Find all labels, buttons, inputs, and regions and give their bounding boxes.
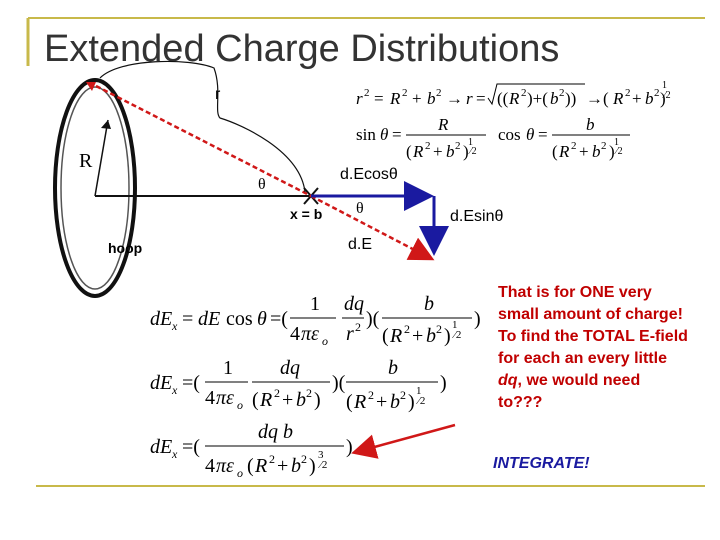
svg-text:(: ( [552,142,558,161]
svg-text:)+(: )+( [527,89,548,108]
label-theta-mid: θ [356,200,364,217]
svg-text:1: 1 [614,137,619,148]
note-text-after: , we would need to??? [498,372,641,411]
svg-text:+: + [376,391,388,413]
svg-text:2: 2 [274,386,280,400]
svg-text:): ) [474,308,481,330]
label-dEsin: d.Esinθ [450,208,504,225]
slide-title: Extended Charge Distributions [44,28,560,70]
svg-text:2: 2 [654,87,660,99]
svg-text:(: ( [346,391,353,413]
svg-text:b: b [446,142,455,161]
svg-text:=: = [374,89,384,108]
r-brace [100,61,305,192]
svg-text:2: 2 [625,87,631,99]
svg-text:1: 1 [452,319,458,331]
equation-dEx-1 [150,293,481,348]
svg-text:πε: πε [301,323,319,345]
svg-text:dq: dq [344,293,364,315]
svg-text:2: 2 [601,140,607,152]
svg-text:dE: dE [150,308,173,330]
svg-text:b: b [424,293,434,315]
svg-text:o: o [322,334,328,348]
svg-text:2: 2 [368,388,374,402]
svg-text:+: + [412,89,422,108]
equation-dEx-3 [150,421,353,480]
svg-text:x: x [172,383,178,397]
svg-text:=(: =( [182,372,200,394]
svg-text:=: = [476,89,486,108]
svg-text:2: 2 [521,87,527,99]
svg-text:⁄2: ⁄2 [320,459,328,471]
svg-text:dq: dq [280,357,300,379]
svg-text:b: b [645,89,654,108]
svg-text:): ) [463,142,469,161]
label-r: r [215,86,221,103]
radius-line [95,120,108,196]
svg-text:1: 1 [416,385,422,397]
svg-text:+: + [412,325,424,347]
equation-r-squared [356,80,671,108]
svg-text:r: r [356,89,363,108]
svg-text:=: = [538,125,548,144]
svg-text:)(: )( [366,308,380,330]
svg-text:+: + [282,389,294,411]
svg-text:b: b [291,455,301,477]
svg-text:(: ( [382,325,389,347]
svg-text:2: 2 [571,140,577,152]
svg-text:θ: θ [526,125,535,144]
svg-text:2: 2 [455,140,461,152]
svg-text:4: 4 [290,323,300,345]
svg-text:b: b [390,391,400,413]
svg-text:2: 2 [559,87,565,99]
svg-text:): ) [346,436,353,458]
svg-text:⁄2: ⁄2 [454,329,462,341]
svg-text:R: R [613,89,624,108]
svg-text:(: ( [406,142,412,161]
svg-text:=(: =( [182,436,200,458]
integrate-label: INTEGRATE! [493,455,590,472]
svg-text:): ) [408,391,415,413]
svg-text:+: + [579,142,589,161]
explanation-note [498,282,688,414]
label-dEcos: d.Ecosθ [340,166,398,183]
svg-text:): ) [314,389,321,411]
label-dE: d.E [348,236,373,253]
svg-text:⁄2: ⁄2 [470,146,477,157]
svg-text:R: R [509,89,520,108]
svg-text:2: 2 [404,322,410,336]
svg-text:2: 2 [402,87,408,99]
svg-text:b: b [388,357,398,379]
svg-text:1: 1 [468,137,473,148]
equation-dEx-2 [150,357,447,413]
svg-text:R: R [390,89,401,108]
svg-text:1: 1 [310,293,320,315]
svg-text:cos: cos [226,308,253,330]
svg-text:=: = [182,308,194,330]
svg-text:R: R [354,391,367,413]
equation-sin-theta [356,115,486,161]
svg-text:⁄2: ⁄2 [664,90,671,101]
svg-text:→: → [446,89,463,108]
label-hoop: hoop [108,240,143,256]
svg-text:2: 2 [355,320,361,334]
svg-text:θ: θ [257,308,267,330]
svg-text:⁄2: ⁄2 [418,395,426,407]
svg-text:dq b: dq b [258,421,293,443]
svg-text:b: b [426,325,436,347]
svg-text:2: 2 [436,87,442,99]
svg-text:o: o [237,398,243,412]
svg-text:dE: dE [198,308,221,330]
svg-text:x: x [172,319,178,333]
label-theta-left: θ [258,176,266,193]
svg-text:πε: πε [216,455,234,477]
svg-text:o: o [237,466,243,480]
svg-text:R: R [260,389,273,411]
label-x-equals-b: x = b [290,206,323,222]
svg-text:=(: =( [270,308,288,330]
svg-text:2: 2 [425,140,431,152]
svg-text:R: R [438,115,449,134]
svg-text:((: (( [497,89,509,108]
svg-text:+: + [433,142,443,161]
svg-text:): ) [609,142,615,161]
svg-text:R: R [559,142,570,161]
svg-text:2: 2 [400,388,406,402]
note-text-before: That is for ONE very small amount of charge! To find the TOTAL E-field for each an every little [498,284,688,367]
svg-text:2: 2 [364,87,370,99]
integrate-pointer-arrow [356,425,455,452]
svg-text:3: 3 [318,449,324,461]
svg-text:): ) [444,325,451,347]
note-text-italic: dq [498,372,518,389]
svg-text:1: 1 [223,357,233,379]
svg-text:(: ( [252,389,259,411]
svg-text:sin: sin [356,125,376,144]
label-R: R [79,150,93,172]
svg-text:R: R [390,325,403,347]
svg-text:→(: →( [586,89,609,108]
svg-text:2: 2 [269,452,275,466]
svg-text:(: ( [247,455,254,477]
svg-text:R: R [255,455,268,477]
hoop-ring [55,80,135,296]
svg-text:+: + [277,455,289,477]
svg-text:): ) [440,372,447,394]
svg-text:): ) [660,89,666,108]
svg-text:): ) [309,455,316,477]
svg-text:r: r [346,323,354,345]
radius-arrowhead [101,120,111,129]
svg-text:b: b [427,89,436,108]
hoop-ring-inner [61,87,129,289]
svg-text:b: b [586,115,595,134]
svg-text:4: 4 [205,455,215,477]
svg-text:1: 1 [662,80,667,91]
svg-text:b: b [592,142,601,161]
equation-cos-theta [498,115,630,161]
svg-text:cos: cos [498,125,521,144]
svg-text:4: 4 [205,387,215,409]
svg-text:R: R [413,142,424,161]
svg-text:)): )) [565,89,577,108]
svg-text:dE: dE [150,436,173,458]
svg-text:+: + [632,89,642,108]
svg-text:x: x [172,447,178,461]
svg-text:=: = [392,125,402,144]
svg-text:2: 2 [436,322,442,336]
svg-text:2: 2 [301,452,307,466]
svg-text:r: r [466,89,473,108]
svg-text:θ: θ [380,125,389,144]
svg-text:b: b [296,389,306,411]
svg-text:)(: )( [332,372,346,394]
svg-text:2: 2 [306,386,312,400]
svg-text:b: b [550,89,559,108]
svg-text:⁄2: ⁄2 [616,146,623,157]
svg-text:dE: dE [150,372,173,394]
svg-text:πε: πε [216,387,234,409]
